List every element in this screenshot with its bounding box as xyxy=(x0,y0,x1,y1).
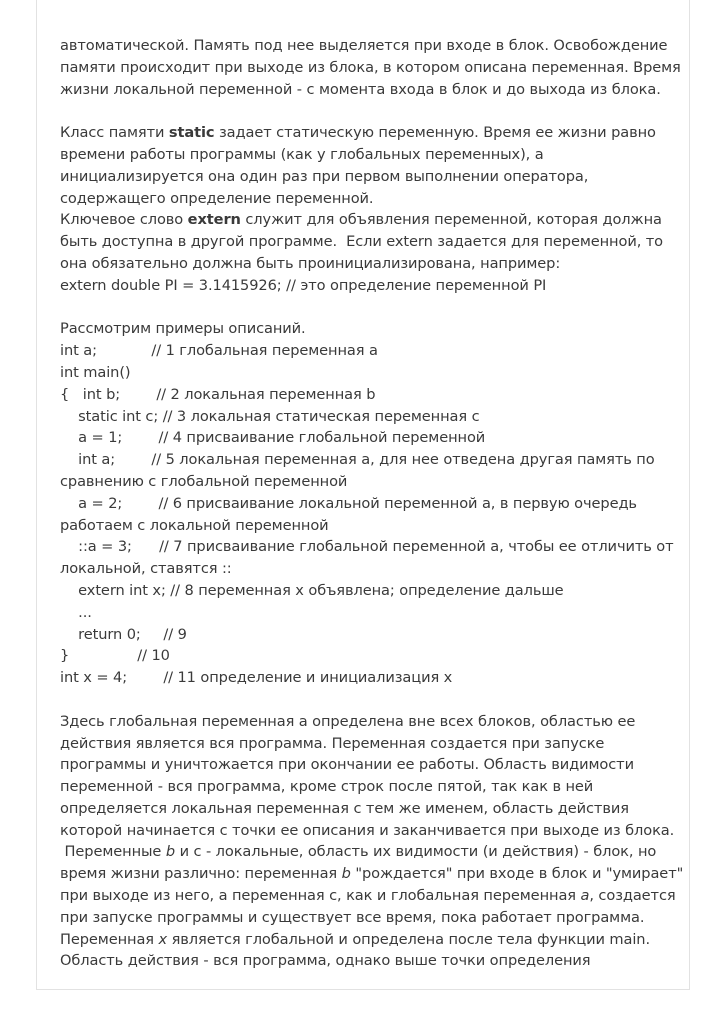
text-span: Переменные xyxy=(60,843,166,861)
text-line: которой начинается с точки ее описания и заканчивается при выходе из блока. xyxy=(60,821,675,839)
text-line xyxy=(60,863,685,885)
code-line: Рассмотрим примеры описаний. xyxy=(60,320,306,338)
code-line: } // 10 xyxy=(60,647,170,665)
italic-var-b: b xyxy=(341,865,351,883)
text-span: "рождается" при входе в блок и "умирает" xyxy=(350,865,684,883)
text-span: , создается xyxy=(589,887,676,905)
code-line: локальной, ставятся :: xyxy=(60,560,232,578)
document-body xyxy=(60,35,685,972)
code-line: a = 2; // 6 присваивание локальной переменной а, в первую очередь xyxy=(60,494,637,512)
text-span: служит для объявления переменной, которая должна xyxy=(240,211,662,229)
code-line: ... xyxy=(60,603,92,621)
paragraph-static-extern xyxy=(60,122,685,296)
text-line: содержащего определение переменной. xyxy=(60,189,374,207)
paragraph-gap xyxy=(60,297,685,319)
text-line: автоматической. Память под нее выделяется при входе в блок. Освобождение xyxy=(60,37,668,54)
text-line: Здесь глобальная переменная а определена вне всех блоков, областью ее xyxy=(60,712,636,730)
text-line xyxy=(60,122,685,144)
code-line: сравнению с глобальной переменной xyxy=(60,472,348,490)
paragraph-scope-explanation xyxy=(60,711,685,973)
text-line: Область действия - вся программа, однако выше точки определения xyxy=(60,952,591,970)
text-span: Класс памяти xyxy=(60,124,169,142)
paragraph-memory-release xyxy=(60,35,685,100)
text-span: задает статическую переменную. Время ее жизни равно xyxy=(214,124,656,142)
code-examples-block xyxy=(60,318,685,689)
text-line: программы и уничтожается при окончании ее работы. Область видимости xyxy=(60,756,634,774)
text-span: Ключевое слово xyxy=(60,211,188,229)
text-line xyxy=(60,929,685,951)
italic-var-a: а xyxy=(580,887,590,905)
text-line: определяется локальная переменная с тем же именем, область действия xyxy=(60,799,629,817)
text-span: и с - локальные, область их видимости (и действия) - блок, но xyxy=(175,843,657,861)
paragraph-gap xyxy=(60,100,685,122)
code-line: int x = 4; // 11 определение и инициализация х xyxy=(60,669,453,687)
text-line: быть доступна в другой программе. Если extern задается для переменной, то xyxy=(60,233,664,251)
keyword-static: static xyxy=(168,124,215,142)
text-span: является глобальной и определена после тела функции main. xyxy=(167,930,650,948)
code-line: int main() xyxy=(60,363,131,381)
text-line: памяти происходит при выходе из блока, в котором описана переменная. Время xyxy=(60,58,681,76)
text-line: переменной - вся программа, кроме строк после пятой, так как в ней xyxy=(60,778,594,796)
code-line: работаем с локальной переменной xyxy=(60,516,329,534)
text-span: время жизни различно: переменная xyxy=(60,865,342,883)
text-line xyxy=(60,885,685,907)
text-span: Переменная xyxy=(60,930,159,948)
text-line: жизни локальной переменной - с момента входа в блок и до выхода из блока. xyxy=(60,80,661,98)
text-line: действия является вся программа. Переменная создается при запуске xyxy=(60,734,605,752)
code-line: int a; // 1 глобальная переменная а xyxy=(60,342,378,360)
text-line: инициализируется она один раз при первом выполнении оператора, xyxy=(60,167,589,185)
code-line: int a; // 5 локальная переменная а, для нее отведена другая память по xyxy=(60,451,655,469)
text-line: при запуске программы и существует все время, пока работает программа. xyxy=(60,908,645,926)
code-line: extern int x; // 8 переменная х объявлена; определение дальше xyxy=(60,581,564,599)
text-span: при выходе из него, а переменная с, как и глобальная переменная xyxy=(60,887,581,905)
code-line: a = 1; // 4 присваивание глобальной переменной xyxy=(60,429,486,447)
keyword-extern: extern xyxy=(187,211,241,229)
text-line: она обязательно должна быть проинициализирована, например: xyxy=(60,254,561,272)
text-line: времени работы программы (как у глобальных переменных), а xyxy=(60,145,544,163)
text-line xyxy=(60,841,685,863)
paragraph-gap xyxy=(60,689,685,711)
code-line: ::a = 3; // 7 присваивание глобальной переменной а, чтобы ее отличить от xyxy=(60,538,674,556)
code-line: static int c; // 3 локальная статическая переменная c xyxy=(60,407,480,425)
code-line: { int b; // 2 локальная переменная b xyxy=(60,385,376,403)
italic-var-b: b xyxy=(165,843,176,861)
text-line xyxy=(60,209,685,231)
italic-var-x: х xyxy=(158,930,168,948)
code-line: return 0; // 9 xyxy=(60,625,187,643)
code-example-line: extern double PI = 3.1415926; // это определение переменной PI xyxy=(60,276,547,294)
